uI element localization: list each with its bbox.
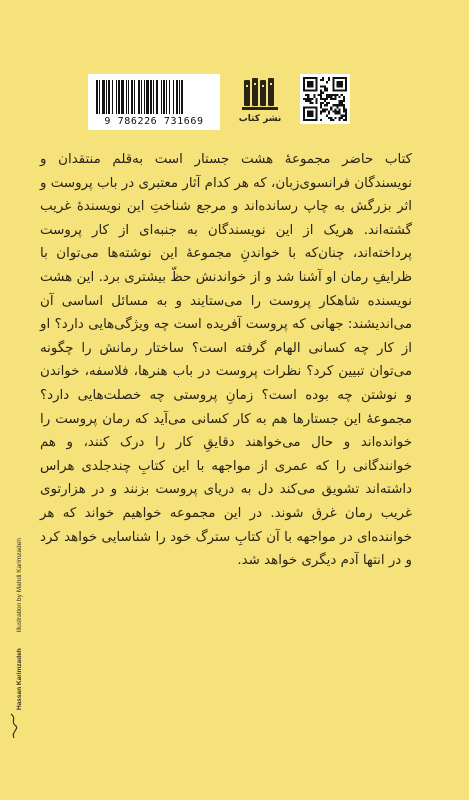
publisher-name: نشر کتاب: [238, 114, 282, 124]
illustrator-credit: Illustration by Mahdi Karimzadeh: [16, 538, 23, 633]
credits-line: [16, 538, 23, 710]
qr-code-icon: [300, 74, 350, 124]
designer-signature-icon: [8, 712, 20, 740]
back-cover-blurb: کتاب حاضر مجموعهٔ هشت جستار است به‌قلم منتقدان و نویسندگان فرانسوی‌زبان، که هر کدام آثار معتبری در باب پروست و اثر بزرگش به چاپ رسانده‌اند و مرجع شناختِ این نویسندهٔ غریب گشته‌اند. هریک از این نویسندگان به جنبه‌ای از کار پروست پرداخته‌اند، چنان‌که با خواندنِ مجموعهٔ این نوشته‌ها می‌توان با ظرایفِ رمان او آشنا شد و از خواندنش حظّ بیشتری برد. این هشت نویسنده شاهکار پروست را می‌ستایند و به مسائل اساسی آن می‌اندیشند: جهانی که پروست آفریده است چه ویژگی‌هایی دارد؟ او از کار چه کسانی الهام گرفته است؟ ساختار رمانش را چگونه می‌توان تبیین کرد؟ نظرات پروست در باب هنرها، فلاسفه، خواندن و نوشتن چه بوده است؟ زمانِ پروستی چه خصلت‌هایی دارد؟ مجموعهٔ این جستارها هم به کار کسانی می‌آید که رمان پروست را خوانده‌اند و حال می‌خواهند دقایقِ کار را درک کنند، و هم خوانندگانی را که عمری از مواجهه با این کتابِ چندجلدی هراس داشته‌اند تشویق می‌کند دل به دریای پروست بزنند و در هزارتوی غریب رمان غرق شوند. در این مجموعه خواهیم خواند که هر خواننده‌ای در مواجهه با آن کتابِ سترگ خود را شناسایی خواهد کرد و در انتها آدم دیگری خواهد شد.: [40, 152, 412, 569]
isbn-number: 9 786226 731669: [104, 116, 204, 127]
designer-credit: Hassan Karimzadeh: [16, 648, 23, 710]
barcode-bars-icon: [95, 80, 213, 114]
isbn-barcode: [88, 74, 220, 130]
cover-credits: [4, 500, 23, 710]
